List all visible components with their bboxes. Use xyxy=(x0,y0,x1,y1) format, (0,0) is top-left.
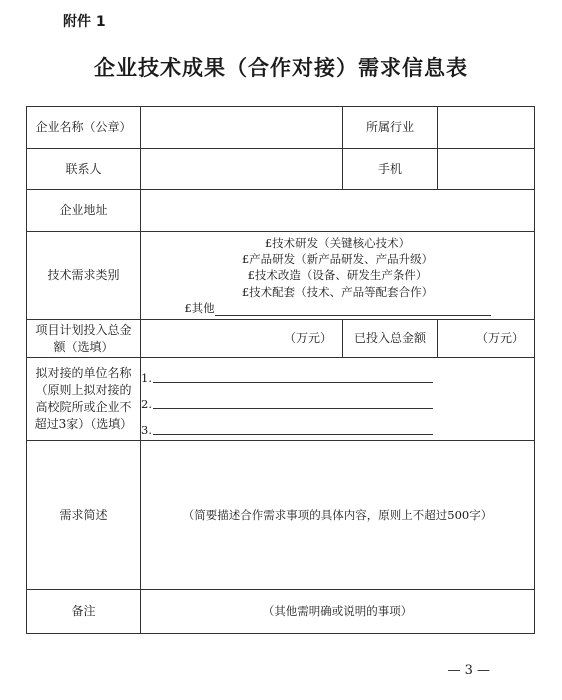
invested-field[interactable] xyxy=(438,320,535,358)
target-number-3: 3. xyxy=(141,422,152,437)
target-unit-line-2[interactable] xyxy=(141,386,534,412)
target-units-list xyxy=(141,358,535,441)
target-underline-3 xyxy=(153,433,433,435)
remarks-hint: （其他需明确或说明的事项） xyxy=(262,604,413,619)
row-target-units xyxy=(27,358,535,441)
target-underline-2 xyxy=(153,407,433,409)
form-title: 企业技术成果（合作对接）需求信息表 xyxy=(94,56,468,80)
row-investment xyxy=(27,320,535,358)
investment-field[interactable] xyxy=(141,320,343,358)
remarks-field[interactable] xyxy=(141,590,535,634)
demand-option-product[interactable]: £产品研发（新产品研发、产品升级） xyxy=(241,252,434,267)
company-name-label: 企业名称（公章） xyxy=(27,107,141,149)
industry-label: 所属行业 xyxy=(343,107,438,149)
remarks-label: 备注 xyxy=(27,590,141,634)
demand-option-retrofit[interactable]: £技术改造（设备、研发生产条件） xyxy=(247,268,428,283)
target-number-2: 2. xyxy=(141,396,152,411)
row-company-name xyxy=(27,107,535,149)
row-contact xyxy=(27,149,535,190)
target-number-1: 1. xyxy=(141,370,152,385)
description-hint: （简要描述合作需求事项的具体内容，原则上不超过500字） xyxy=(182,507,493,522)
target-units-label: 拟对接的单位名称（原则上拟对接的高校院所或企业不超过3家）（选填） xyxy=(27,358,141,441)
demand-other-label: £其他 xyxy=(184,300,215,315)
demand-option-other[interactable] xyxy=(141,300,534,316)
mobile-field[interactable] xyxy=(438,149,535,190)
description-field[interactable] xyxy=(141,441,535,590)
company-name-field[interactable] xyxy=(141,107,343,149)
address-field[interactable] xyxy=(141,190,535,232)
investment-label: 项目计划投入总金额（选填） xyxy=(27,320,141,358)
contact-label: 联系人 xyxy=(27,149,141,190)
address-label: 企业地址 xyxy=(27,190,141,232)
target-unit-line-1[interactable] xyxy=(141,360,534,386)
invested-unit: （万元） xyxy=(475,331,524,346)
row-remarks xyxy=(27,590,535,634)
contact-field[interactable] xyxy=(141,149,343,190)
target-unit-line-3[interactable] xyxy=(141,412,534,438)
attachment-label: 附件 1 xyxy=(63,14,106,30)
row-address xyxy=(27,190,535,232)
demand-info-table xyxy=(26,106,535,634)
demand-option-rd[interactable]: £技术研发（关键核心技术） xyxy=(264,236,411,251)
invested-label: 已投入总金额 xyxy=(343,320,438,358)
description-label: 需求简述 xyxy=(27,441,141,590)
target-underline-1 xyxy=(153,381,433,383)
demand-type-label: 技术需求类别 xyxy=(27,232,141,320)
demand-other-input-line[interactable] xyxy=(215,303,491,316)
demand-option-supporting[interactable]: £技术配套（技术、产品等配套合作） xyxy=(241,284,434,299)
mobile-label: 手机 xyxy=(343,149,438,190)
row-demand-type xyxy=(27,232,535,320)
demand-type-options xyxy=(141,232,535,320)
row-description xyxy=(27,441,535,590)
page-number: — 3 — xyxy=(447,663,490,678)
industry-field[interactable] xyxy=(438,107,535,149)
investment-unit: （万元） xyxy=(283,331,332,346)
